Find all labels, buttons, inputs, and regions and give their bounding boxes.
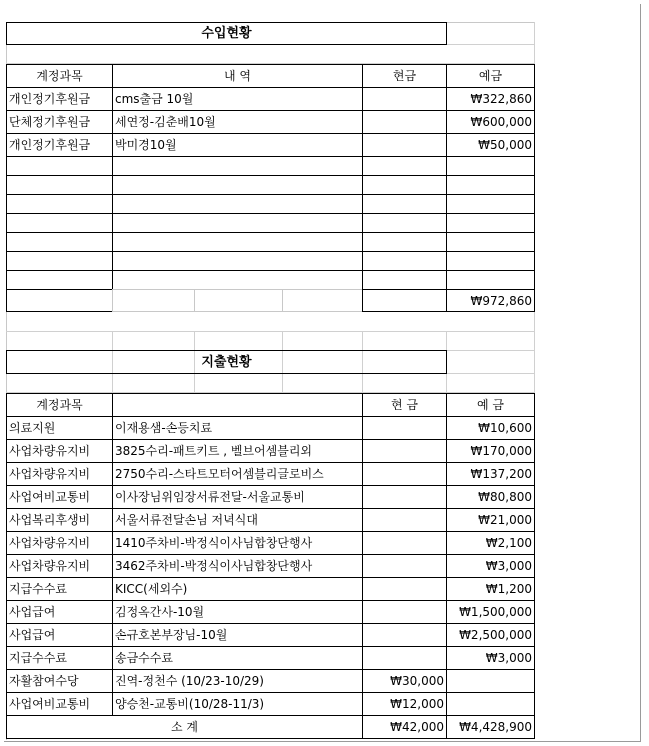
income-row-deposit: ₩322,860 (446, 87, 535, 111)
expense-row-detail: 서울서류전달손님 저녁식대 (112, 508, 363, 532)
income-row-cash (362, 194, 447, 214)
window-frame-bottom (4, 741, 641, 742)
income-row-account: 단체정기후원금 (6, 110, 113, 134)
expense-title: 지출현황 (6, 350, 447, 374)
income-row-deposit: ₩600,000 (446, 110, 535, 134)
income-row-cash (362, 87, 447, 111)
expense-subtotal-cash: ₩42,000 (362, 715, 447, 739)
expense-row-detail: KICC(세외수) (112, 577, 363, 601)
income-row-detail: 박미경10월 (112, 133, 363, 157)
expense-row-cash (362, 577, 447, 601)
income-total-blank (194, 289, 283, 312)
expense-row-account: 사업급여 (6, 600, 113, 624)
income-row-detail (112, 270, 363, 290)
expense-row-account: 사업차량유지비 (6, 531, 113, 555)
income-row-deposit (446, 156, 535, 176)
expense-row-deposit: ₩1,500,000 (446, 600, 535, 624)
income-total-blank (282, 289, 363, 312)
expense-subtotal-label: 소 계 (6, 715, 363, 739)
expense-row-cash (362, 600, 447, 624)
income-row-detail: cms출금 10월 (112, 87, 363, 111)
expense-row-account: 지급수수료 (6, 577, 113, 601)
income-total-cash (362, 289, 447, 312)
expense-row-deposit: ₩2,500,000 (446, 623, 535, 647)
gridline-h (6, 331, 534, 332)
income-header-cash: 현금 (362, 64, 447, 88)
expense-row-cash (362, 531, 447, 555)
expense-row-account: 사업복리후생비 (6, 508, 113, 532)
expense-row-deposit: ₩2,100 (446, 531, 535, 555)
expense-header-cash: 현 금 (362, 393, 447, 417)
expense-row-account: 의료지원 (6, 416, 113, 440)
expense-row-account: 사업차량유지비 (6, 462, 113, 486)
expense-row-deposit (446, 669, 535, 693)
income-row-cash (362, 133, 447, 157)
income-row-deposit (446, 232, 535, 252)
income-row-account (6, 251, 113, 271)
window-frame-right (640, 4, 641, 742)
expense-row-account: 사업여비교통비 (6, 485, 113, 509)
income-row-account: 개인정기후원금 (6, 87, 113, 111)
income-total-label (6, 289, 113, 312)
expense-row-deposit: ₩137,200 (446, 462, 535, 486)
expense-row-cash: ₩30,000 (362, 669, 447, 693)
income-row-cash (362, 110, 447, 134)
expense-row-deposit: ₩3,000 (446, 646, 535, 670)
expense-row-detail: 손규호본부장님-10월 (112, 623, 363, 647)
income-row-account (6, 232, 113, 252)
expense-header-account: 계정과목 (6, 393, 113, 417)
expense-row-detail: 송금수수료 (112, 646, 363, 670)
income-row-account (6, 270, 113, 290)
income-row-deposit (446, 213, 535, 233)
expense-header-detail (112, 393, 363, 417)
income-header-detail: 내 역 (112, 64, 363, 88)
income-row-detail (112, 156, 363, 176)
income-total-blank (112, 289, 195, 312)
income-row-cash (362, 251, 447, 271)
expense-row-detail: 1410주차비-박정식이사님합창단행사 (112, 531, 363, 555)
income-row-deposit (446, 270, 535, 290)
expense-row-account: 지급수수료 (6, 646, 113, 670)
income-row-cash (362, 213, 447, 233)
expense-row-cash (362, 623, 447, 647)
expense-row-cash (362, 439, 447, 463)
expense-row-cash: ₩12,000 (362, 692, 447, 716)
income-row-detail (112, 213, 363, 233)
expense-row-detail: 3825수리-패트키트 , 벨브어셈블리외 (112, 439, 363, 463)
expense-row-deposit: ₩3,000 (446, 554, 535, 578)
income-row-account (6, 194, 113, 214)
income-row-deposit (446, 175, 535, 195)
spreadsheet (6, 22, 534, 739)
income-row-detail (112, 175, 363, 195)
expense-row-detail: 김정옥간사-10월 (112, 600, 363, 624)
expense-row-detail: 2750수리-스타트모터어셈블리글로비스 (112, 462, 363, 486)
expense-row-deposit: ₩1,200 (446, 577, 535, 601)
expense-row-detail: 양승천-교통비(10/28-11/3) (112, 692, 363, 716)
expense-row-account: 사업여비교통비 (6, 692, 113, 716)
income-row-detail (112, 194, 363, 214)
income-row-account (6, 156, 113, 176)
income-row-detail: 세연정-김춘배10월 (112, 110, 363, 134)
income-row-cash (362, 156, 447, 176)
income-row-detail (112, 251, 363, 271)
expense-row-cash (362, 462, 447, 486)
income-row-account (6, 213, 113, 233)
income-total-deposit: ₩972,860 (446, 289, 535, 312)
income-row-cash (362, 175, 447, 195)
expense-row-deposit (446, 692, 535, 716)
income-row-deposit (446, 251, 535, 271)
income-row-account: 개인정기후원금 (6, 133, 113, 157)
expense-row-cash (362, 485, 447, 509)
expense-row-detail: 이사장님위임장서류전달-서울교통비 (112, 485, 363, 509)
income-row-cash (362, 270, 447, 290)
expense-row-cash (362, 646, 447, 670)
expense-row-account: 사업차량유지비 (6, 439, 113, 463)
expense-row-deposit: ₩80,800 (446, 485, 535, 509)
expense-row-detail: 3462주차비-박정식이사님합창단행사 (112, 554, 363, 578)
income-row-deposit: ₩50,000 (446, 133, 535, 157)
income-row-account (6, 175, 113, 195)
expense-row-deposit: ₩21,000 (446, 508, 535, 532)
expense-row-cash (362, 508, 447, 532)
income-row-cash (362, 232, 447, 252)
expense-row-cash (362, 554, 447, 578)
income-row-detail (112, 232, 363, 252)
income-row-deposit (446, 194, 535, 214)
expense-row-detail: 이재용샘-손등치료 (112, 416, 363, 440)
expense-row-account: 사업차량유지비 (6, 554, 113, 578)
expense-row-deposit: ₩170,000 (446, 439, 535, 463)
expense-subtotal-deposit: ₩4,428,900 (446, 715, 535, 739)
expense-header-deposit: 예 금 (446, 393, 535, 417)
expense-row-detail: 진역-정천수 (10/23-10/29) (112, 669, 363, 693)
income-header-deposit: 예금 (446, 64, 535, 88)
income-header-account: 계정과목 (6, 64, 113, 88)
expense-row-deposit: ₩10,600 (446, 416, 535, 440)
expense-row-account: 사업급여 (6, 623, 113, 647)
income-title: 수입현황 (6, 22, 447, 45)
expense-row-cash (362, 416, 447, 440)
expense-row-account: 자활참여수당 (6, 669, 113, 693)
